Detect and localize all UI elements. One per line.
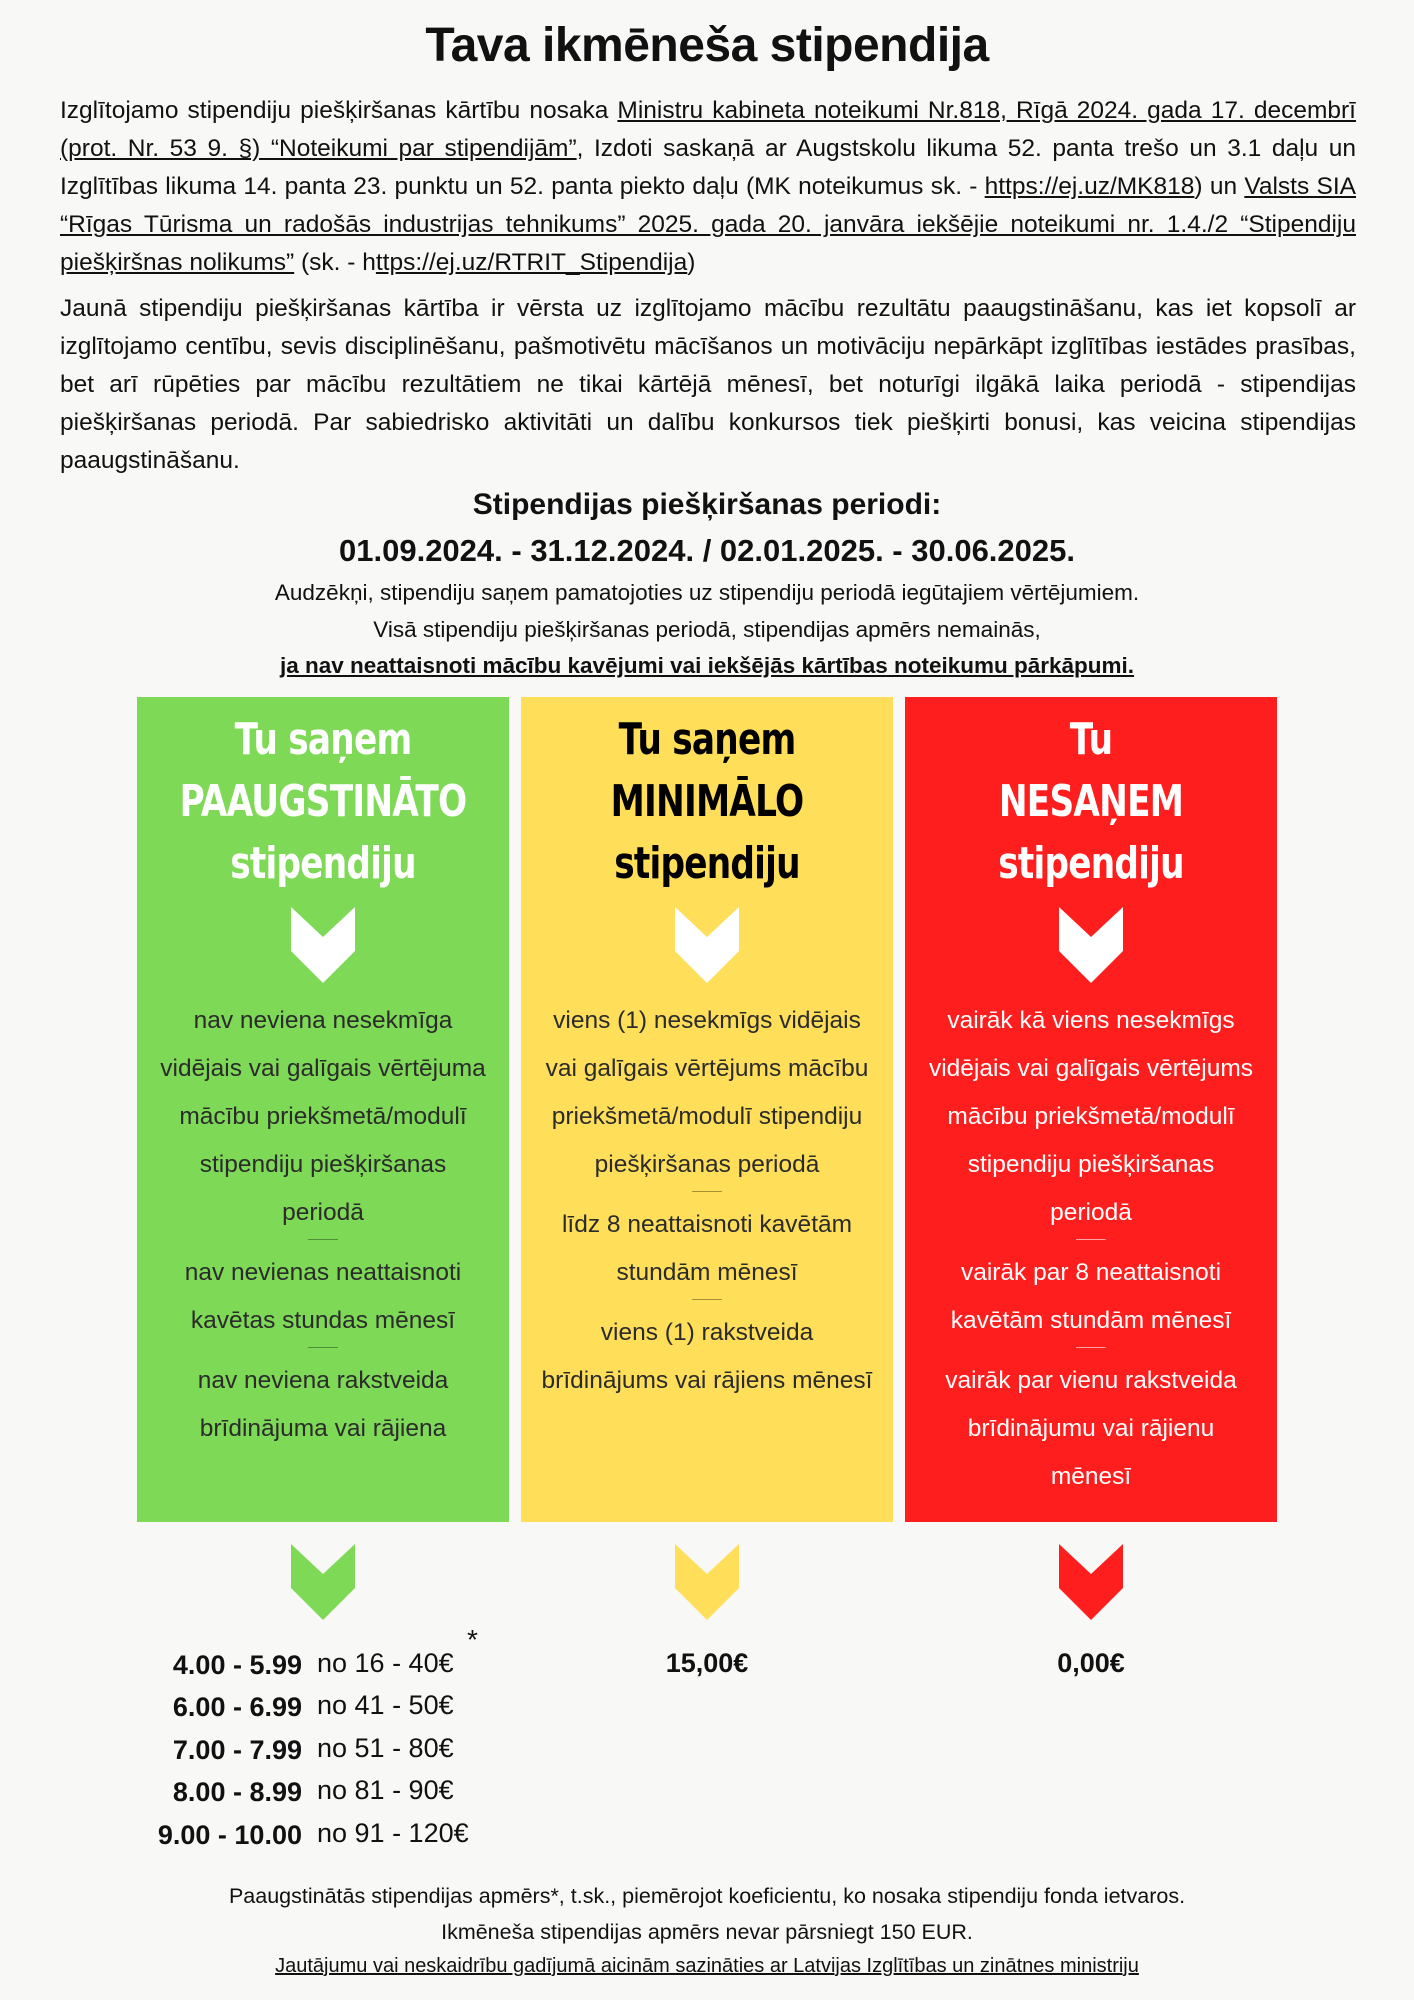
column-title-line: stipendiju <box>614 838 800 889</box>
page-title: Tava ikmēneša stipendija <box>425 19 989 72</box>
criteria-item: nav nevienas neattaisnoti kavētas stundas mēnesī <box>184 1259 462 1334</box>
amount-range: no 41 - 50€ <box>317 1690 454 1720</box>
criteria-item: nav neviena rakstveida brīdinājuma vai rājiena <box>197 1367 449 1442</box>
amount-range: no 51 - 80€ <box>317 1733 454 1763</box>
column-title <box>946 709 1236 895</box>
separator <box>157 1345 489 1357</box>
criteria-item: vairāk par vienu rakstveida brīdinājumu vai rājienu mēnesī <box>945 1367 1237 1490</box>
internal-rules-link[interactable]: Valsts SIA “Rīgas Tūrisma un radošās industrijas tehnikums” 2025. gada 20. janvāra iekšējie noteikumi nr. 1.4./2 “Stipendiju piešķiršnas nolikums” <box>60 173 1356 276</box>
amount-range: no 81 - 90€ <box>317 1775 454 1805</box>
criteria-item: viens (1) nesekmīgs vidējais vai galīgais vērtējums mācību priekšmetā/modulī stipendiju piešķiršanas periodā <box>545 1007 869 1178</box>
zero-amount: 0,00€ <box>1057 1648 1125 1678</box>
intro-text-4: (sk. - h <box>294 249 376 276</box>
separator <box>541 1297 873 1309</box>
column-increased-scholarship <box>137 697 509 1522</box>
column-title-line: stipendiju <box>230 838 416 889</box>
periods-note-3: ja nav neattaisnoti mācību kavējumi vai iekšējās kārtības noteikumu pārkāpumi. <box>279 653 1135 678</box>
footer-note-1: Paaugstinātās stipendijas apmērs*, t.sk., piemērojot koeficientu, ko nosaka stipendiju fonda ietvaros. <box>228 1884 1186 1908</box>
separator <box>925 1237 1257 1249</box>
separator <box>541 1189 873 1201</box>
column-title <box>178 709 468 895</box>
periods-note-2: Visā stipendiju piešķiršanas periodā, stipendijas apmērs nemainās, <box>373 617 1041 642</box>
chevron-down-icon <box>291 907 355 983</box>
column-title-line: PAAUGSTINĀTO <box>179 776 467 827</box>
intro-paragraph-legal-basis <box>60 92 1356 282</box>
separator <box>157 1237 489 1249</box>
column-no-scholarship <box>905 697 1277 1522</box>
regulation-link[interactable]: Ministru kabineta noteikumi Nr.818, Rīgā 2024. gada 17. decembrī (prot. Nr. 53 9. §) “Noteikumi par stipendijām” <box>60 97 1356 162</box>
mk818-url-link[interactable]: https://ej.uz/MK818 <box>984 173 1195 200</box>
column-title-line: Tu saņem <box>618 714 796 765</box>
criteria-list <box>157 997 489 1453</box>
footnote-asterisk: * <box>467 1624 478 1655</box>
periods-note-1: Audzēkņi, stipendiju saņem pamatojoties uz stipendiju periodā iegūtajiem vērtējumiem. <box>274 580 1140 605</box>
intro-text-1: Izglītojamo stipendiju piešķiršanas kārtību nosaka <box>60 97 618 124</box>
column-title-line: Tu saņem <box>234 714 412 765</box>
intro-text-3: ) un <box>1194 173 1245 200</box>
grade-range: 6.00 - 6.99 <box>172 1692 302 1722</box>
intro-paragraph-purpose: Jaunā stipendiju piešķiršanas kārtība ir vērsta uz izglītojamo mācību rezultātu paaugstināšanu, kas iet kopsolī ar izglītojamo centību, sevis disciplinēšanu, pašmotivētu mācīšanos un motivāciju nepārkāpt izglītības iestādes prasības, bet arī rūpēties par mācību rezultātiem ne tikai kārtējā mēnesī, bet noturīgi ilgākā laika periodā - stipendijas piešķiršanas periodā. Par sabiedrisko aktivitāti un dalību konkursos tiek piešķirti bonusi, kas veicina stipendijas paaugstināšanu. <box>60 295 1356 474</box>
column-title-line: stipendiju <box>998 838 1184 889</box>
chevron-down-icon <box>675 1544 739 1620</box>
column-title-line: MINIMĀLO <box>610 776 804 827</box>
periods-dates: 01.09.2024. - 31.12.2024. / 02.01.2025. - 30.06.2025. <box>339 533 1075 568</box>
criteria-list <box>541 997 873 1405</box>
minimum-amount: 15,00€ <box>665 1648 749 1678</box>
intro-text-5: ) <box>687 249 696 276</box>
periods-heading: Stipendijas piešķiršanas periodi: <box>472 488 942 521</box>
criteria-item: vairāk kā viens nesekmīgs vidējais vai galīgais vērtējums mācību priekšmetā/modulī stipendiju piešķiršanas periodā <box>928 1007 1254 1226</box>
column-title <box>562 709 852 895</box>
rtrit-url-link[interactable]: ttps://ej.uz/RTRIT_Stipendija <box>375 249 688 276</box>
footer-note-2: Ikmēneša stipendijas apmērs nevar pārsniegt 150 EUR. <box>441 1920 973 1944</box>
grade-range: 8.00 - 8.99 <box>172 1777 302 1807</box>
column-title-line: Tu <box>1069 714 1113 765</box>
chevron-down-icon <box>675 907 739 983</box>
column-title-line: NESAŅEM <box>998 776 1184 827</box>
criteria-item: vairāk par 8 neattaisnoti kavētām stundām mēnesī <box>950 1259 1232 1334</box>
grade-range: 4.00 - 5.99 <box>172 1650 302 1680</box>
criteria-item: viens (1) rakstveida brīdinājums vai rājiens mēnesī <box>541 1319 873 1394</box>
criteria-list <box>925 997 1257 1501</box>
grade-range: 7.00 - 7.99 <box>172 1735 302 1765</box>
separator <box>925 1345 1257 1357</box>
amount-range: no 91 - 120€ <box>317 1818 469 1848</box>
criteria-item: nav neviena nesekmīga vidējais vai galīgais vērtējuma mācību priekšmetā/modulī stipendiju piešķiršanas periodā <box>160 1007 486 1226</box>
grade-range: 9.00 - 10.00 <box>157 1820 302 1850</box>
intro-text-2: , Izdoti saskaņā ar Augstskolu likuma 52. panta trešo un 3.1 daļu un Izglītības likuma 14. panta 23. punktu un 52. panta piekto daļu (MK noteikumus sk. - <box>60 135 1356 200</box>
criteria-item: līdz 8 neattaisnoti kavētām stundām mēnesī <box>561 1211 853 1286</box>
chevron-down-icon <box>1059 907 1123 983</box>
amount-range: no 16 - 40€ <box>317 1648 454 1678</box>
chevron-down-icon <box>291 1544 355 1620</box>
column-minimum-scholarship <box>521 697 893 1522</box>
ministry-contact-link[interactable]: Jautājumu vai neskaidrību gadījumā aicinām sazināties ar Latvijas Izglītības un zinātnes ministriju <box>275 1955 1139 1977</box>
chevron-down-icon <box>1059 1544 1123 1620</box>
